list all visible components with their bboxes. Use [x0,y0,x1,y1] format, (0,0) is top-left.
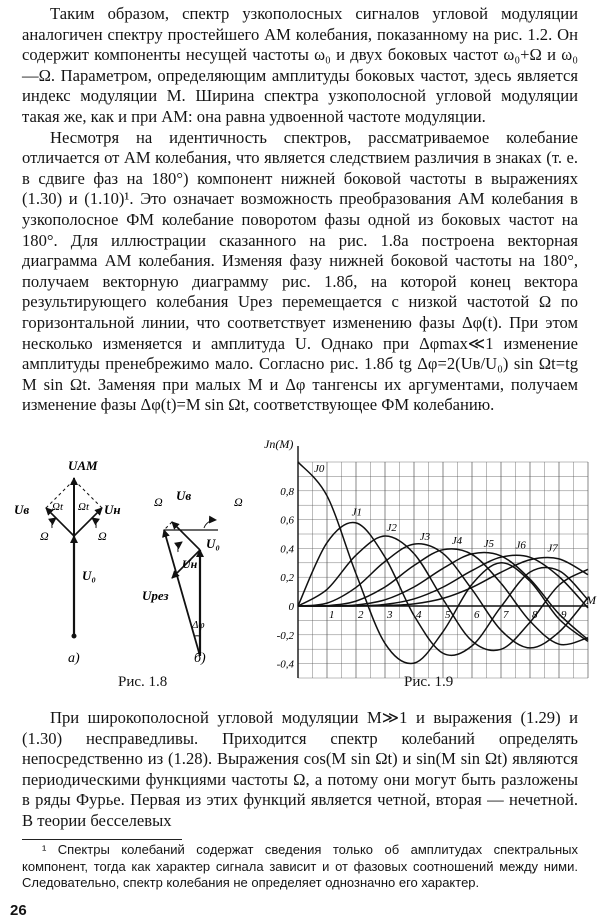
x-tick-label: 3 [387,609,393,621]
y-tick-label: 0,2 [280,572,294,585]
label-omega-t-1: Ωt [52,501,64,513]
y-tick-label: -0,4 [276,658,294,671]
label-delta-phi: Δφ [192,619,205,631]
curve-label-j6: J6 [515,539,526,552]
label-u0-b: U₀ [206,536,220,551]
label-urez: Uрез [142,588,169,603]
x-tick-label: 7 [503,609,509,621]
curve-label-j2: J2 [386,522,397,535]
y-tick-label: 0 [288,601,294,613]
chart-labels [277,463,567,671]
label-uh-b: Uн [182,557,198,571]
curve-label-j0: J0 [313,463,325,476]
label-omega-b-left: Ω [154,495,163,509]
x-tick-label: 6 [474,609,480,621]
page-number: 26 [10,902,27,919]
y-tick-label: 0,4 [280,543,294,556]
label-omega-b-right: Ω [234,495,243,509]
label-a: а) [68,651,80,666]
caption-figure-1-8: Рис. 1.8 [118,674,168,690]
vector-ub-b [172,522,200,550]
text-block-bottom [22,708,578,832]
curve-label-j5: J5 [483,537,494,550]
label-omega-t-2: Ωt [78,501,90,513]
paragraph-1: Таким образом, спектр узкополосных сигналов угловой модуляции аналогичен спектру простейшего АМ колебания, показанному на рис. 1.2. Он содержит компоненты несущей частоты ω₀ и двух боковых частот ω₀+Ω и ω₀—Ω. Параметром, определяющим амплитуды боковых частот, здесь является индекс модуляции M. Ширина спектра узкополосной угловой модуляции такая же, как и при АМ: она равна удвоенной частоте модуляции. [22,4,578,126]
paragraph-2: Несмотря на идентичность спектров, рассматриваемое колебание отличается от АМ колебания, что является следствием различия в знаках (т. е. в сдвиге фаз на 180°) компонент нижней боковой частоты в выражениях (1.30) и (1.10)¹. Это означает возможность преобразования АМ колебания в узкополосное ФМ колебание поворотом фазы одной из боковых частот на 180°. Для иллюстрации сказанного на рис. 1.8а построена векторная диаграмма АМ колебания. Изменяя фазу нижней боковой частоты на 180°, получаем векторную диаграмму рис. 1.8б, на которой конец вектора результирующего колебания Uрез перемещается с низкой частотой Ω по горизонтальной линии, что соответствует изменению фазы Δφ(t). При этом несколько изменяется и амплитуда U. Однако при Δφmax≪1 изменение амплитуды пренебрежимо мало. Согласно рис. 1.8б tg Δφ=2(Uв/U₀) sin Ωt=tg M sin Ωt. Заменяя при малых M и Δφ тангенсы их аргументами, получаем изменение фазы Δφ(t)=M sin Ωt, соответствующее ФМ колебанию. [22,127,578,415]
figure-1-9-chart [258,434,598,688]
x-tick-label: 5 [445,609,451,621]
label-uh-a: Uн [104,502,121,517]
paragraph-3: При широкополосной угловой модуляции M≫1 и выражения (1.29) и (1.30) несправедливы. Приходится спектр колебаний определять непосредственно из (1.28). Выражения cos(M sin Ωt) и sin(M sin Ωt) являются периодическими функциями частоты Ω, а потому они могут быть разложены в ряды Фурье. Первая из этих функций является четной, вторая — нечетной. В теории бесселевых [22,708,578,830]
x-tick-label: 9 [561,609,567,621]
diagram-b [142,488,243,666]
label-omega-left: Ω [40,529,49,543]
y-tick-label: 0,6 [280,514,294,527]
footnote-rule [22,839,182,840]
x-axis-label: M [586,593,596,607]
x-tick-label: 4 [416,609,422,621]
y-axis-label: Jn(M) [264,437,294,451]
label-ub-a: Uв [14,502,30,517]
footnote [22,842,578,892]
curve-label-j7: J7 [547,542,558,555]
label-u0-a: U₀ [82,568,96,583]
y-tick-label: -0,2 [276,629,294,642]
curve-label-j1: J1 [351,506,363,519]
x-tick-label: 8 [532,609,538,621]
label-b: б) [194,651,206,666]
x-tick-label: 1 [329,609,335,621]
caption-figure-1-9: Рис. 1.9 [404,674,454,690]
text-block-top [22,4,578,416]
label-ub-b: Uв [176,488,192,503]
diagram-a [14,458,121,666]
curve-label-j3: J3 [419,530,431,543]
y-tick-label: 0,8 [280,485,294,498]
curve-label-j4: J4 [451,535,463,548]
figure-1-8 [6,450,260,680]
footnote-text: ¹ Спектры колебаний содержат сведения только об амплитудах спектральных компонент, тогда как характер сигнала зависит и от фазовых соотношений между ними. Следовательно, спектр колебания не определяет однозначно его характер. [22,842,578,890]
label-uam: UАМ [68,458,98,473]
label-omega-right: Ω [98,529,107,543]
x-tick-label: 2 [358,609,364,621]
vector-urez [164,530,200,656]
